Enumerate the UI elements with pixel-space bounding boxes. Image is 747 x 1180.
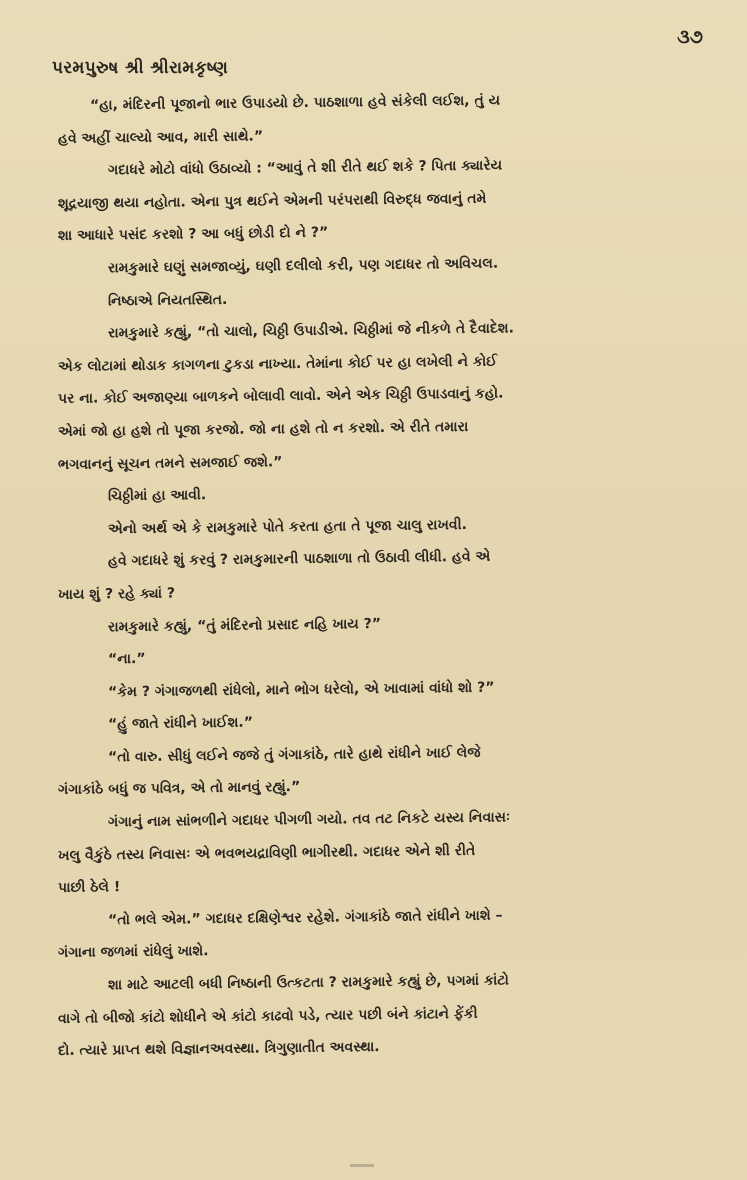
text-line: ગંગાનું નામ સાંભળીને ગદાધર પીગળી ગયો. તવ તટ નિકટે યસ્ય નિવાસઃ [108,809,510,831]
text-line: રામકુમારે કહ્યું, “તો ચાલો, ચિઠ્ઠી ઉપાડીએ. ચિઠ્ઠીમાં જે નીકળે તે દૈવાદેશ. [108,320,514,342]
footer-mark [350,1164,374,1167]
text-line: હવે ગદાધરે શું કરવું ? રામકુમારની પાઠશાળા તો ઉઠાવી લીધી. હવે એ [108,548,491,570]
text-line: “હા, મંદિરની પૂજાનો ભાર ઉપાડયો છે. પાઠશાળા હવે સંકેલી લઈશ, તું ય [90,92,501,114]
text-line: ગંગાકાંઠે બધું જ પવિત્ર, એ તો માનવું રહ્યું.” [58,779,301,799]
body-text [58,92,707,1070]
text-line: રામકુમારે કહ્યું, “તું મંદિરનો પ્રસાદ નહિ ખાય ?” [108,615,381,635]
page-number: ૩૭ [677,26,703,48]
text-line: એનો અર્થ એ કે રામકુમારે પોતે કરતા હતા તે પૂજા ચાલુ રાખવી. [108,516,467,538]
text-line: હવે અહીં ચાલ્યો આવ, મારી સાથે.” [58,128,264,147]
text-line: “તો વારુ. સીધું લઈને જજે તું ગંગાકાંઠે, તારે હાથે રાંધીને ખાઈ લેજે [108,744,481,766]
text-line: ચિઠ્ઠીમાં હા આવી. [108,487,207,505]
text-line: રામકુમારે ઘણું સમજાવ્યું, ઘણી દલીલો કરી, પણ ગદાધર તો અવિચલ. [108,255,499,277]
text-line: પાછી ઠેલે ! [58,879,121,897]
text-line: ખાય શું ? રહે ક્યાં ? [58,585,176,603]
text-line: ગદાધરે મોટો વાંધો ઉઠાવ્યો : “આવું તે શી રીતે થઈ શકે ? પિતા ક્યારેય [108,157,503,179]
text-line: ભગવાનનું સૂચન તમને સમજાઈ જશે.” [58,453,283,473]
text-line: વાગે તો બીજો કાંટો શોધીને એ કાંટો કાઢવો પડે, ત્યાર પછી બંને કાંટાને ફેંકી [58,1005,478,1027]
text-line: “હું જાતે રાંધીને ખાઈશ.” [108,714,253,733]
text-line: “તો ભલે એમ.” ગદાધર દક્ષિણેશ્વર રહેશે. ગંગાકાંઠે જાતે રાંધીને ખાશે – [108,907,503,929]
text-line: “ના.” [108,650,146,668]
text-line: “કેમ ? ગંગાજળથી રાંધેલો, માને ભોગ ધરેલો, એ ખાવામાં વાંધો શો ?” [108,679,495,701]
text-line: શા માટે આટલી બધી નિષ્ઠાની ઉત્કટતા ? રામકુમારે કહ્યું છે, પગમાં કાંટો [108,972,509,994]
text-line: એમાં જો હા હશે તો પૂજા કરજો. જો ના હશે તો ન કરશો. એ રીતે તમારા [58,418,469,440]
text-line: ખલુ વૈકુંઠે તસ્ય નિવાસઃ એ ભવભયદ્રાવિણી ભાગીરથી. ગદાધર એને શી રીતે [58,842,476,864]
text-line: શૂદ્રયાજી થયા નહોતા. એના પુત્ર થઈને એમની પરંપરાથી વિરુદ્ધ જવાનું તમે [58,190,487,212]
text-line: દો. ત્યારે પ્રાપ્ત થશે વિજ્ઞાનઅવસ્થા. ત્રિગુણાતીત અવસ્થા. [58,1039,380,1060]
text-line: શા આધારે પસંદ કરશો ? આ બધું છોડી દો ને ?” [58,225,329,245]
running-header-title: પરમપુરુષ શ્રી શ્રીરામકૃષ્ણ [52,58,229,78]
text-line: પર ના. કોઈ અજાણ્યા બાળકને બોલાવી લાવો. એને એક ચિઠ્ઠી ઉપાડવાનું કહો. [58,385,504,408]
text-line: નિષ્ઠાએ નિયતસ્થિત. [108,291,228,309]
text-line: ગંગાના જળમાં રાંધેલું ખાશે. [58,943,209,962]
text-line: એક લોટામાં થોડાક કાગળના ટુકડા નાખ્યા. તેમાંના કોઈ પર હા લખેલી ને કોઈ [58,353,498,375]
